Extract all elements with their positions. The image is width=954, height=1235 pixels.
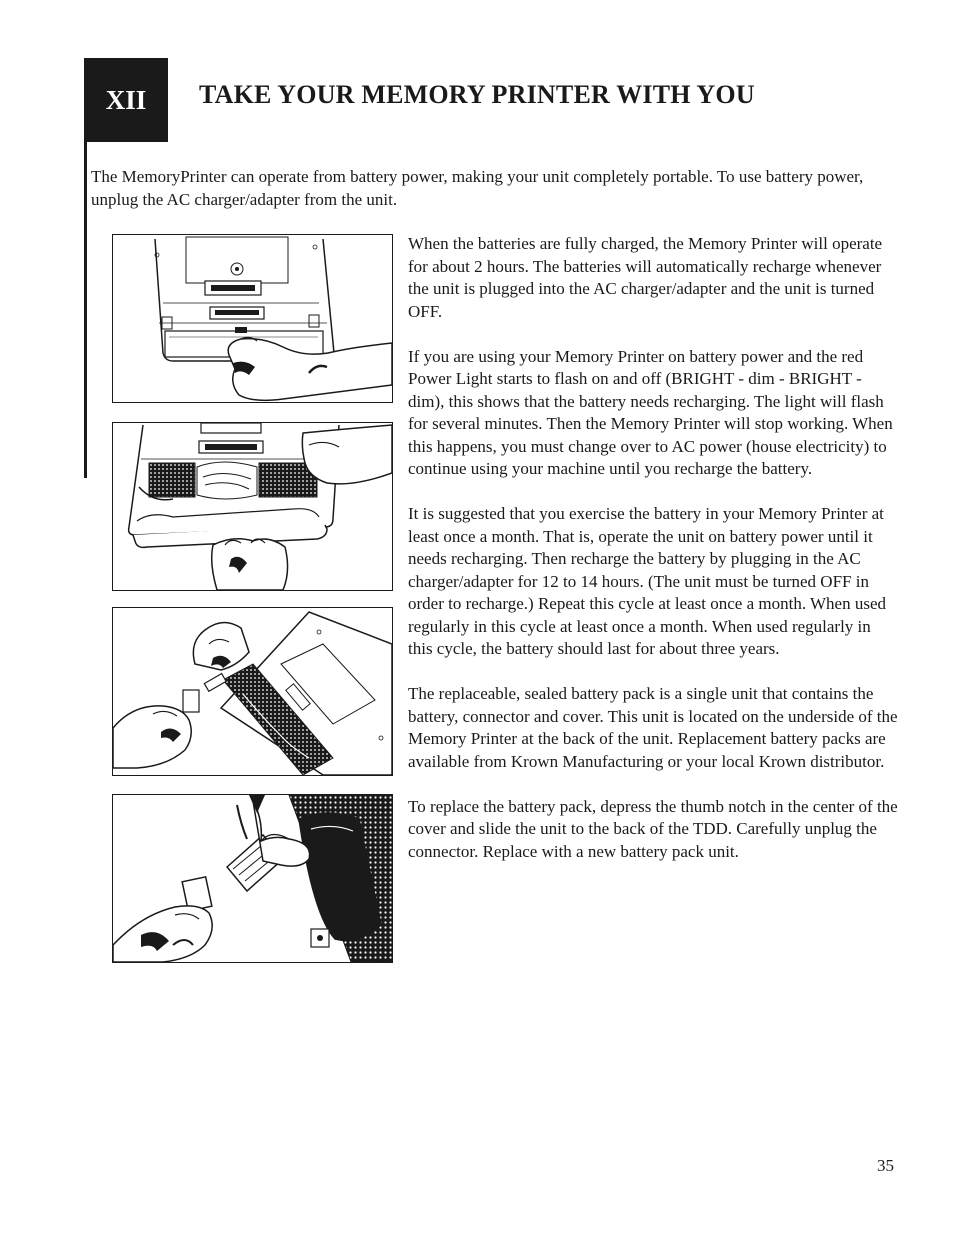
unplugging-battery-connector-illustration (112, 607, 393, 776)
paragraph-battery-duration: When the batteries are fully charged, the Memory Printer will operate for about 2 hours. The batteries will automatically recharge whenever the unit is plugged into the AC charger/adapter and the unit is turned OFF. (408, 234, 883, 321)
paragraph-exercise-battery: It is suggested that you exercise the battery in your Memory Printer at least once a month. That is, operate the unit on battery power until it needs recharging. Then recharge the battery by plugging in the AC charger/adapter for 12 to 14 hours. (The unit must be turned OFF in order to recharge.) Repeat this cycle at least once a month. When used regularly in this cycle at least once a month. When used regularly in this cycle, the battery should last for about three years. (408, 504, 887, 658)
intro-paragraph: The MemoryPrinter can operate from battery power, making your unit completely portable. To use battery power, unplug the AC charger/adapter from the unit. (91, 167, 864, 209)
battery-pack-connector-closeup-illustration (112, 794, 393, 963)
chapter-tab (84, 58, 168, 142)
hand-opening-battery-cover-illustration (112, 234, 393, 403)
battery-compartment-open-illustration (112, 422, 393, 591)
body-text-column (408, 233, 898, 886)
chapter-number: XII (105, 84, 147, 115)
paragraph-power-light: If you are using your Memory Printer on battery power and the red Power Light starts to flash on and off (BRIGHT - dim - BRIGHT - dim), this shows that the battery needs recharging. The light will flash for several minutes. Then the Memory Printer will stop working. When this happens, you must change over to AC power (house electricity) to continue using your machine until you recharge the battery. (408, 346, 893, 478)
page-title: TAKE YOUR MEMORY PRINTER WITH YOU (199, 80, 755, 109)
paragraph-battery-pack: The replaceable, sealed battery pack is a single unit that contains the battery, connector and cover. This unit is located on the underside of the Memory Printer at the back of the unit. Replacement battery packs are available from Krown Manufacturing or your local Krown distributor. (408, 684, 898, 771)
page-number: 35 (877, 1156, 894, 1175)
side-rule (84, 142, 87, 478)
paragraph-replace-battery: To replace the battery pack, depress the thumb notch in the center of the cover and slide the unit to the back of the TDD. Carefully unplug the connector. Replace with a new battery pack unit. (408, 796, 898, 861)
